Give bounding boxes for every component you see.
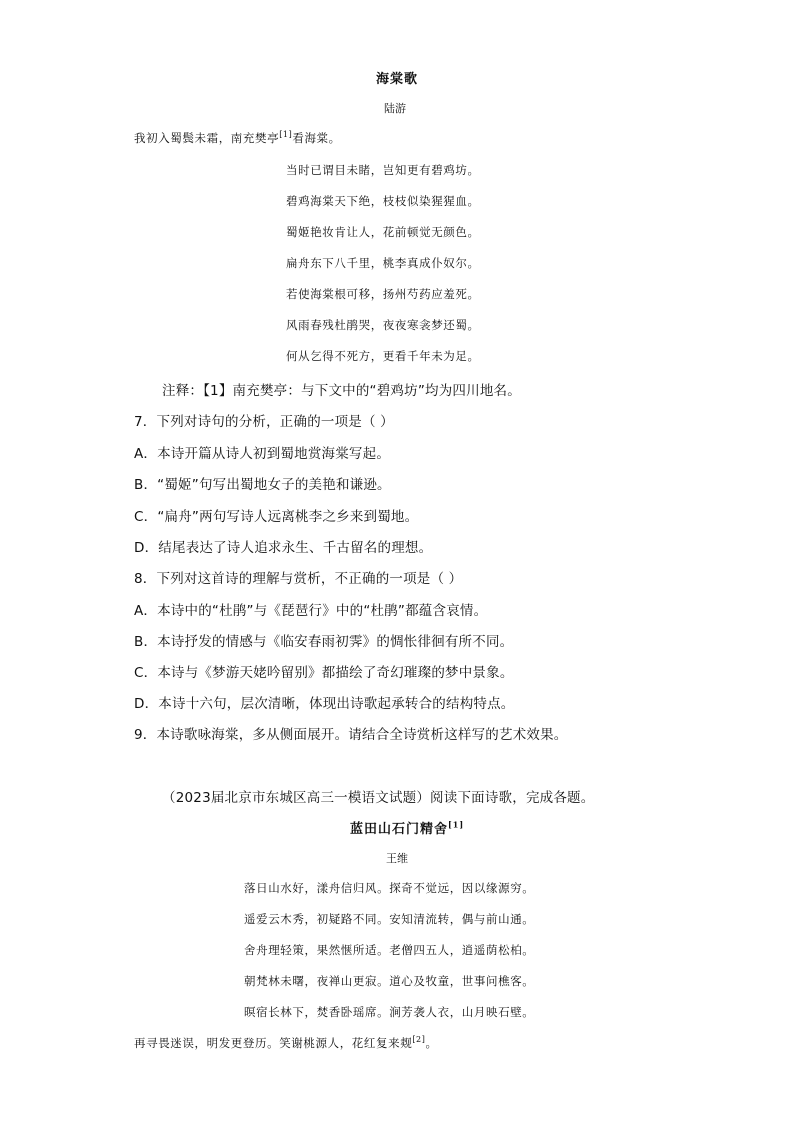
poem-line: 遥爱云木秀，初疑路不同。安知清流转，偶与前山通。 bbox=[244, 912, 535, 926]
poem2-last-line bbox=[134, 1035, 438, 1051]
question-7: 7．下列对诗句的分析，正确的一项是（ ） bbox=[134, 414, 394, 430]
footnote-marker: [2] bbox=[412, 1035, 426, 1045]
question-8-option-c: C．本诗与《梦游天姥吟留别》都描绘了奇幻璀璨的梦中景象。 bbox=[134, 665, 514, 681]
poem-line: 舍舟理轻策，果然惬所适。老僧四五人，逍遥荫松柏。 bbox=[244, 943, 535, 957]
footnote-marker: [1] bbox=[279, 130, 293, 140]
poem-line: 落日山水好，漾舟信归风。探奇不觉远，因以缘源穷。 bbox=[244, 881, 535, 895]
poem-line: 何从乞得不死方，更看千年未为足。 bbox=[286, 349, 480, 363]
poem1-title: 海棠歌 bbox=[376, 72, 419, 87]
question-8-option-a: A．本诗中的“杜鹃”与《琵琶行》中的“杜鹃”都蕴含哀情。 bbox=[134, 603, 488, 619]
poem2-last-line-tail: 。 bbox=[425, 1036, 438, 1050]
poem-line: 蜀姬艳妆肯让人，花前顿觉无颜色。 bbox=[286, 225, 480, 239]
question-7-option-b: B．“蜀姬”句写出蜀地女子的美艳和谦逊。 bbox=[134, 477, 391, 493]
poem2-last-line-text: 再寻畏迷误，明发更登历。笑谢桃源人，花红复来觌 bbox=[134, 1036, 413, 1050]
question-7-option-d: D．结尾表达了诗人追求永生、千古留名的理想。 bbox=[134, 540, 433, 556]
question-8-option-b: B．本诗抒发的情感与《临安春雨初霁》的惆怅徘徊有所不同。 bbox=[134, 634, 514, 650]
poem-line: 风雨春残杜鹃哭，夜夜寒衾梦还蜀。 bbox=[286, 318, 480, 332]
annotation: 注释：【1】南充樊亭：与下文中的“碧鸡坊”均为四川地名。 bbox=[162, 383, 521, 399]
poem2-title-text: 蓝田山石门精舍 bbox=[350, 822, 449, 837]
poem-line: 朝梵林未曙，夜禅山更寂。道心及牧童，世事问樵客。 bbox=[244, 974, 535, 988]
question-7-option-c: C．“扁舟”两句写诗人远离桃李之乡来到蜀地。 bbox=[134, 509, 419, 525]
poem1-first-line-tail: 看海棠。 bbox=[292, 131, 341, 145]
poem2-title bbox=[350, 818, 464, 837]
poem1-first-line bbox=[134, 130, 341, 146]
question-8: 8．下列对这首诗的理解与赏析，不正确的一项是（ ） bbox=[134, 571, 463, 587]
poem1-author: 陆游 bbox=[384, 102, 406, 115]
section2-intro: （2023届北京市东城区高三一模语文试题）阅读下面诗歌，完成各题。 bbox=[162, 790, 595, 806]
question-9: 9．本诗歌咏海棠，多从侧面展开。请结合全诗赏析这样写的艺术效果。 bbox=[134, 727, 568, 743]
poem-line: 扁舟东下八千里，桃李真成仆奴尔。 bbox=[286, 256, 480, 270]
question-8-option-d: D．本诗十六句，层次清晰，体现出诗歌起承转合的结构特点。 bbox=[134, 696, 515, 712]
poem-line: 碧鸡海棠天下绝，枝枝似染猩猩血。 bbox=[286, 194, 480, 208]
poem-line: 若使海棠根可移，扬州芍药应羞死。 bbox=[286, 287, 480, 301]
poem-line: 暝宿长林下，焚香卧瑶席。涧芳袭人衣，山月映石壁。 bbox=[244, 1005, 535, 1019]
footnote-marker: [1] bbox=[448, 819, 465, 830]
question-7-option-a: A．本诗开篇从诗人初到蜀地赏海棠写起。 bbox=[134, 446, 391, 462]
poem1-first-line-text: 我初入蜀鬓未霜，南充樊亭 bbox=[134, 131, 280, 145]
poem2-author: 王维 bbox=[386, 852, 408, 865]
poem-line: 当时已谓目未睹，岂知更有碧鸡坊。 bbox=[286, 163, 480, 177]
